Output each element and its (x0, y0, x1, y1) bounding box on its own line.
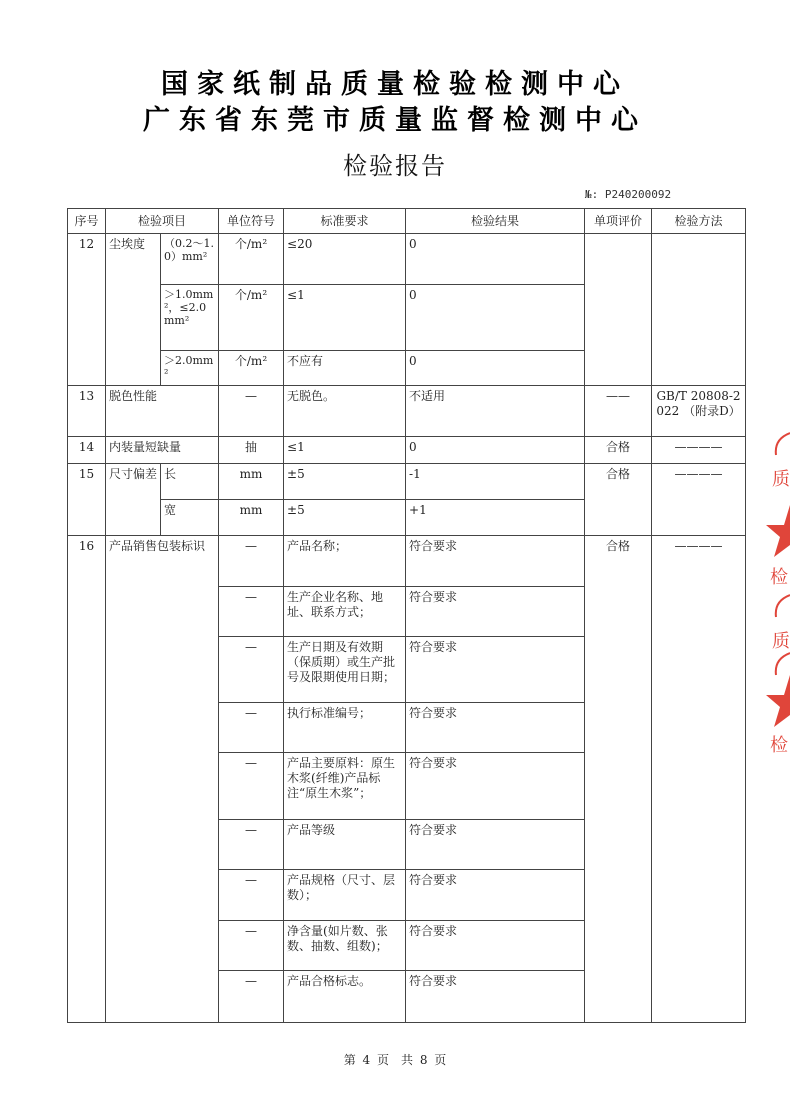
result-cell: 符合要求 (406, 587, 585, 637)
stamp-char-mid: 检 (770, 567, 788, 588)
requirement-cell: ≤1 (284, 285, 406, 351)
result-cell: 符合要求 (406, 703, 585, 753)
requirement-cell: 执行标准编号； (284, 703, 406, 753)
unit-cell: — (219, 921, 284, 971)
table-row (68, 464, 746, 500)
unit-cell: — (219, 703, 284, 753)
result-cell: -1 (406, 464, 585, 500)
row-number: 16 (68, 536, 106, 1023)
evaluation-cell: 合格 (585, 536, 652, 1023)
col-header-evaluation: 单项评价 (585, 209, 652, 234)
stamp-star-icon (766, 505, 790, 557)
col-header-result: 检验结果 (406, 209, 585, 234)
unit-cell: — (219, 386, 284, 437)
result-cell: 符合要求 (406, 820, 585, 870)
unit-cell: — (219, 536, 284, 587)
unit-cell: — (219, 637, 284, 703)
evaluation-cell: 合格 (585, 464, 652, 536)
requirement-cell: 生产日期及有效期（保质期）或生产批号及限期使用日期； (284, 637, 406, 703)
result-cell: 符合要求 (406, 921, 585, 971)
sub-item-dimension: 长 (161, 464, 219, 500)
page-footer: 第 4 页 共 8 页 (343, 1053, 447, 1067)
table-header-row (68, 209, 746, 234)
requirement-cell: 不应有 (284, 351, 406, 386)
evaluation-cell (585, 234, 652, 386)
stamp-char-bottom: 检 (770, 735, 788, 756)
stamp-star-icon (766, 675, 790, 727)
col-header-no: 序号 (68, 209, 106, 234)
requirement-cell: 净含量(如片数、张数、抽数、组数)； (284, 921, 406, 971)
evaluation-cell: 合格 (585, 437, 652, 464)
report-number: №: P240200092 (585, 188, 672, 201)
stamp-arc (776, 433, 790, 455)
unit-cell: 抽 (219, 437, 284, 464)
col-header-method: 检验方法 (652, 209, 746, 234)
method-cell: ———— (652, 536, 746, 1023)
col-header-item: 检验项目 (106, 209, 219, 234)
unit-cell: 个/m² (219, 351, 284, 386)
stamp-arc (776, 595, 790, 617)
row-number: 13 (68, 386, 106, 437)
institution-name-line1: 国家纸制品质量检验检测中心 (161, 69, 629, 100)
item-name: 脱色性能 (106, 386, 219, 437)
unit-cell: — (219, 870, 284, 921)
requirement-cell: 产品规格（尺寸、层数）； (284, 870, 406, 921)
result-cell: 0 (406, 285, 585, 351)
evaluation-cell: —— (585, 386, 652, 437)
requirement-cell: 产品名称； (284, 536, 406, 587)
result-cell: 符合要求 (406, 870, 585, 921)
method-cell: GB/T 20808-2022 （附录D） (652, 386, 746, 437)
item-name: 产品销售包装标识 (106, 536, 219, 1023)
table-row (68, 386, 746, 437)
stamp-char-top: 质 (772, 469, 790, 490)
inspection-table (67, 208, 746, 1023)
result-cell: 符合要求 (406, 971, 585, 1023)
result-cell: 符合要求 (406, 753, 585, 820)
unit-cell: — (219, 820, 284, 870)
requirement-cell: ±5 (284, 500, 406, 536)
result-cell: 符合要求 (406, 536, 585, 587)
requirement-cell: 产品合格标志。 (284, 971, 406, 1023)
sub-item-range: （0.2～1.0）mm² (161, 234, 219, 285)
table-row (68, 536, 746, 587)
table-row (68, 437, 746, 464)
requirement-cell: 产品主要原料：原生木浆(纤维)产品标注“原生木浆”； (284, 753, 406, 820)
method-cell: ———— (652, 464, 746, 536)
item-name: 尺寸偏差 (106, 464, 161, 536)
unit-cell: 个/m² (219, 285, 284, 351)
sub-item-range: ＞2.0mm² (161, 351, 219, 386)
sub-item-range: ＞1.0mm²，≤2.0mm² (161, 285, 219, 351)
item-name: 尘埃度 (106, 234, 161, 386)
col-header-requirement: 标准要求 (284, 209, 406, 234)
unit-cell: — (219, 971, 284, 1023)
institution-name-line2: 广东省东莞市质量监督检测中心 (143, 105, 647, 136)
requirement-cell: 生产企业名称、地址、联系方式； (284, 587, 406, 637)
requirement-cell: ±5 (284, 464, 406, 500)
table-row (68, 234, 746, 285)
requirement-cell: ≤1 (284, 437, 406, 464)
unit-cell: 个/m² (219, 234, 284, 285)
row-number: 12 (68, 234, 106, 386)
unit-cell: mm (219, 464, 284, 500)
result-cell: 0 (406, 351, 585, 386)
method-cell: ———— (652, 437, 746, 464)
row-number: 15 (68, 464, 106, 536)
item-name: 内装量短缺量 (106, 437, 219, 464)
requirement-cell: ≤20 (284, 234, 406, 285)
seal-stamp (760, 425, 790, 785)
result-cell: 0 (406, 234, 585, 285)
unit-cell: — (219, 753, 284, 820)
stamp-char-lower: 质 (772, 631, 790, 652)
requirement-cell: 无脱色。 (284, 386, 406, 437)
stamp-arc (776, 653, 790, 675)
col-header-unit: 单位符号 (219, 209, 284, 234)
row-number: 14 (68, 437, 106, 464)
sub-item-dimension: 宽 (161, 500, 219, 536)
requirement-cell: 产品等级 (284, 820, 406, 870)
unit-cell: — (219, 587, 284, 637)
result-cell: 符合要求 (406, 637, 585, 703)
unit-cell: mm (219, 500, 284, 536)
result-cell: 不适用 (406, 386, 585, 437)
result-cell: 0 (406, 437, 585, 464)
method-cell (652, 234, 746, 386)
result-cell: +1 (406, 500, 585, 536)
report-title: 检验报告 (343, 152, 447, 180)
